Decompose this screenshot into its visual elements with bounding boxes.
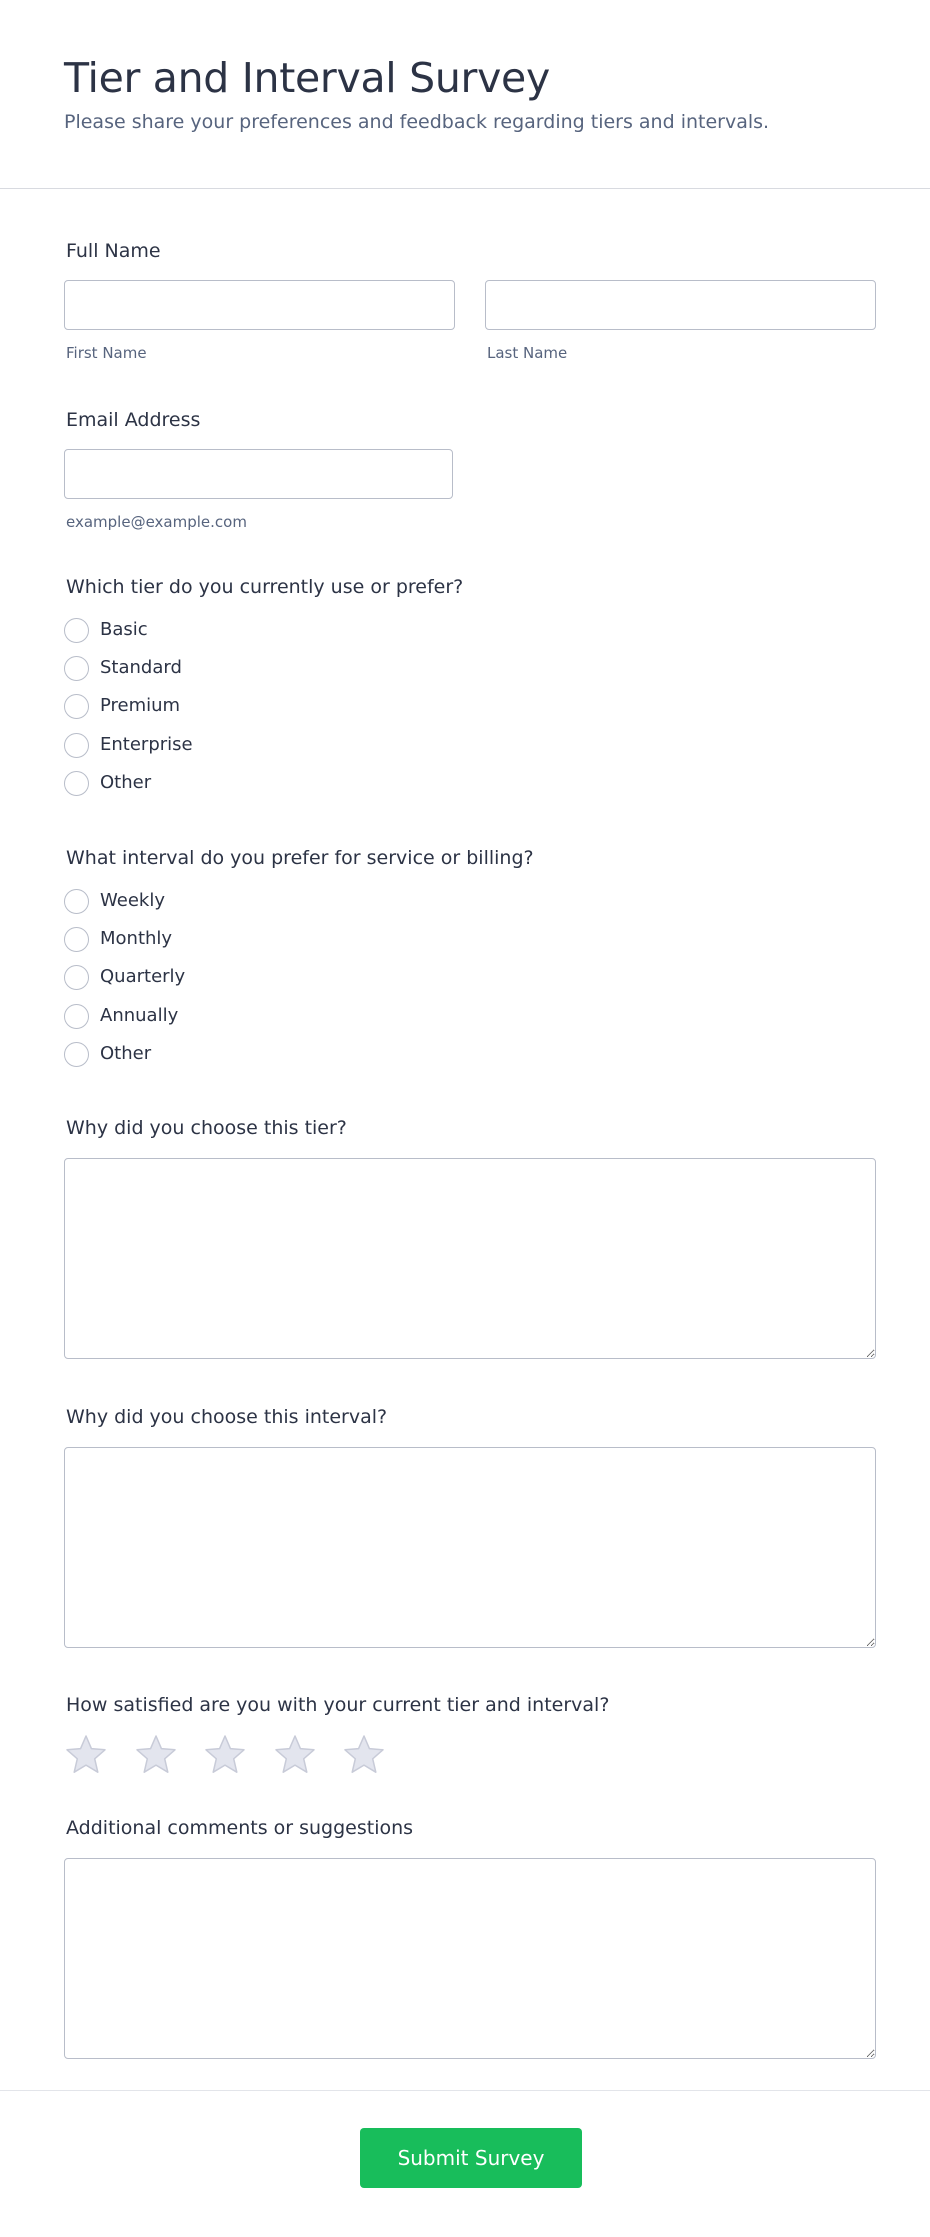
- radio-label: Annually: [100, 1005, 179, 1026]
- form-title: Tier and Interval Survey: [64, 54, 550, 102]
- full-name-label: Full Name: [66, 240, 161, 262]
- radio-button[interactable]: [64, 927, 89, 952]
- tier-option-other[interactable]: [64, 769, 151, 797]
- radio-label: Enterprise: [100, 734, 193, 755]
- star-icon[interactable]: [342, 1733, 386, 1777]
- tier-option-premium[interactable]: [64, 692, 180, 720]
- star-icon[interactable]: [64, 1733, 108, 1777]
- radio-label: Standard: [100, 657, 182, 678]
- tier-option-basic[interactable]: [64, 616, 148, 644]
- footer-divider: [0, 2090, 930, 2091]
- radio-label: Quarterly: [100, 966, 186, 987]
- star-icon[interactable]: [203, 1733, 247, 1777]
- tier-option-standard[interactable]: [64, 654, 182, 682]
- comments-textarea[interactable]: [64, 1858, 876, 2059]
- comments-label: Additional comments or suggestions: [66, 1817, 414, 1839]
- radio-button[interactable]: [64, 889, 89, 914]
- radio-button[interactable]: [64, 965, 89, 990]
- radio-button[interactable]: [64, 1042, 89, 1067]
- radio-label: Weekly: [100, 890, 165, 911]
- radio-label: Monthly: [100, 928, 173, 949]
- first-name-sublabel: First Name: [66, 344, 147, 362]
- radio-button[interactable]: [64, 1004, 89, 1029]
- why-tier-textarea[interactable]: [64, 1158, 876, 1359]
- first-name-input[interactable]: [64, 280, 455, 330]
- radio-button[interactable]: [64, 656, 89, 681]
- email-sublabel: example@example.com: [66, 513, 247, 531]
- radio-label: Other: [100, 772, 152, 793]
- submit-button[interactable]: Submit Survey: [360, 2128, 582, 2188]
- interval-option-quarterly[interactable]: [64, 963, 185, 991]
- radio-button[interactable]: [64, 771, 89, 796]
- email-label: Email Address: [66, 409, 201, 431]
- radio-label: Other: [100, 1043, 152, 1064]
- last-name-sublabel: Last Name: [487, 344, 568, 362]
- email-input[interactable]: [64, 449, 453, 499]
- why-interval-label: Why did you choose this interval?: [66, 1406, 388, 1428]
- form-subtitle: Please share your preferences and feedback regarding tiers and intervals.: [64, 111, 770, 133]
- tier-option-enterprise[interactable]: [64, 731, 193, 759]
- star-icon[interactable]: [273, 1733, 317, 1777]
- radio-label: Basic: [100, 619, 148, 640]
- interval-option-other[interactable]: [64, 1040, 151, 1068]
- interval-option-annually[interactable]: [64, 1002, 178, 1030]
- why-tier-label: Why did you choose this tier?: [66, 1117, 347, 1139]
- radio-button[interactable]: [64, 694, 89, 719]
- radio-button[interactable]: [64, 733, 89, 758]
- last-name-input[interactable]: [485, 280, 876, 330]
- radio-label: Premium: [100, 695, 181, 716]
- why-interval-textarea[interactable]: [64, 1447, 876, 1648]
- interval-question-label: What interval do you prefer for service or billing?: [66, 847, 534, 869]
- star-rating[interactable]: [64, 1733, 412, 1777]
- interval-option-weekly[interactable]: [64, 887, 165, 915]
- satisfaction-label: How satisfied are you with your current tier and interval?: [66, 1694, 610, 1716]
- radio-button[interactable]: [64, 618, 89, 643]
- interval-option-monthly[interactable]: [64, 925, 172, 953]
- tier-question-label: Which tier do you currently use or prefer?: [66, 576, 464, 598]
- form-header: [0, 0, 930, 189]
- star-icon[interactable]: [134, 1733, 178, 1777]
